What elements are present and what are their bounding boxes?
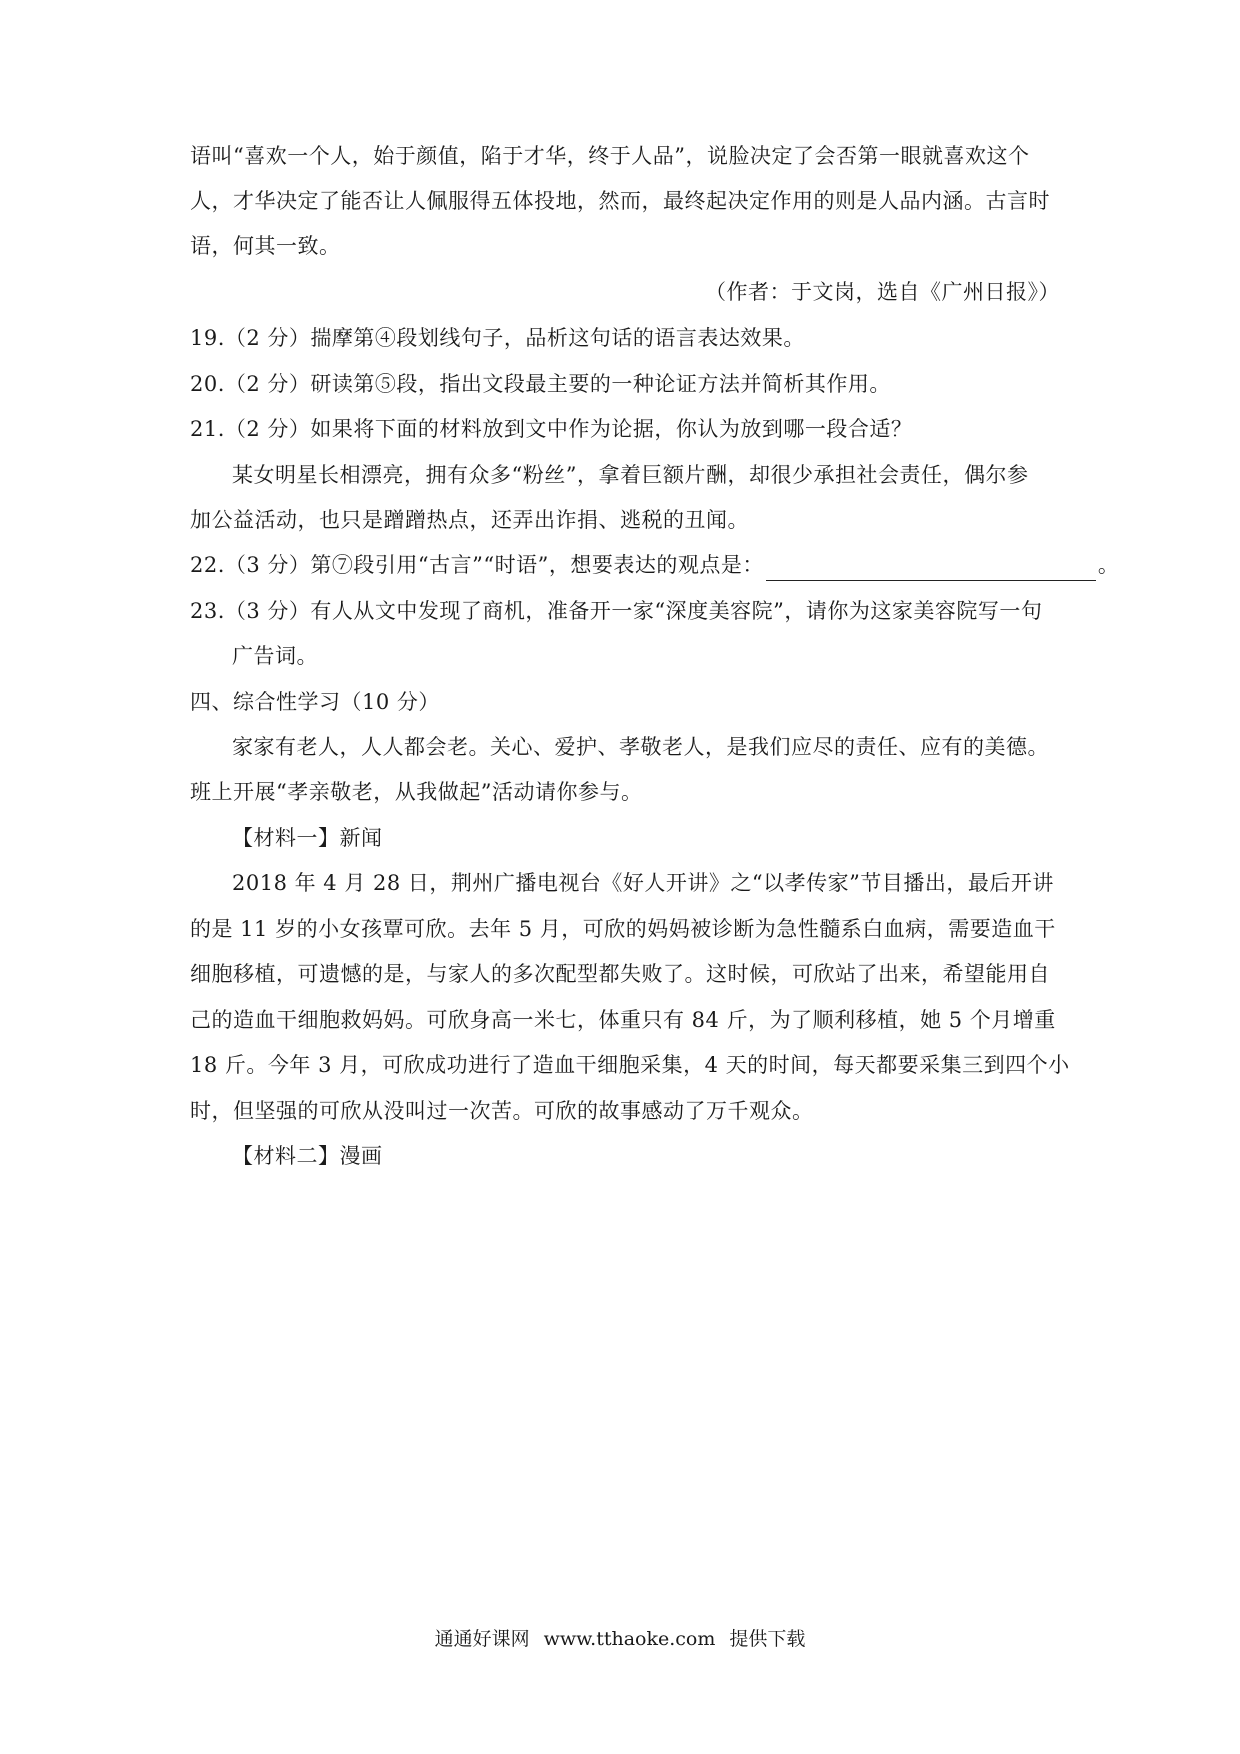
material-1-line-2: 的是 11 岁的小女孩覃可欣。去年 5 月，可欣的妈妈被诊断为急性髓系白血病，需要造血干 [190, 917, 1056, 941]
material-2-title: 【材料二】漫画 [232, 1144, 383, 1168]
question-22 [190, 549, 1120, 581]
section-4-heading: 四、综合性学习（10 分） [190, 690, 440, 714]
page-footer [0, 1625, 1240, 1653]
material-1-line-6: 时，但坚强的可欣从没叫过一次苦。可欣的故事感动了万千观众。 [190, 1099, 814, 1123]
footer-site-name: 通通好课网 [434, 1628, 530, 1650]
material-1-line-1: 2018 年 4 月 28 日，荆州广播电视台《好人开讲》之“以孝传家”节目播出，最后开讲 [232, 871, 1054, 895]
footer-url[interactable]: www.tthaoke.com [543, 1628, 716, 1650]
material-1-line-3: 细胞移植，可遗憾的是，与家人的多次配型都失败了。这时候，可欣站了出来，希望能用自 [190, 962, 1050, 986]
section-4-intro-line-1: 家家有老人，人人都会老。关心、爱护、孝敬老人，是我们应尽的责任、应有的美德。 [232, 735, 1049, 759]
passage-line-3: 语，何其一致。 [190, 234, 341, 258]
material-1-line-5: 18 斤。今年 3 月，可欣成功进行了造血干细胞采集，4 天的时间，每天都要采集三到四个小 [190, 1053, 1070, 1077]
question-23-line-2: 广告词。 [232, 644, 318, 668]
question-23-line-1: 23.（3 分）有人从文中发现了商机，准备开一家“深度美容院”，请你为这家美容院写一句 [190, 599, 1043, 623]
question-20: 20.（2 分）研读第⑤段，指出文段最主要的一种论证方法并简析其作用。 [190, 372, 891, 396]
section-4-intro-line-2: 班上开展“孝亲敬老，从我做起”活动请你参与。 [190, 780, 643, 804]
material-1-title: 【材料一】新闻 [232, 826, 383, 850]
question-21: 21.（2 分）如果将下面的材料放到文中作为论据，你认为放到哪一段合适？ [190, 417, 913, 441]
passage-line-1: 语叫“喜欢一个人，始于颜值，陷于才华，终于人品”，说脸决定了会否第一眼就喜欢这个 [190, 144, 1030, 168]
question-19: 19.（2 分）揣摩第④段划线句子，品析这句话的语言表达效果。 [190, 326, 805, 350]
passage-line-2: 人，才华决定了能否让人佩服得五体投地，然而，最终起决定作用的则是人品内涵。古言时 [190, 189, 1050, 213]
question-21-material-line-2: 加公益活动，也只是蹭蹭热点，还弄出诈捐、逃税的丑闻。 [190, 508, 749, 532]
question-22-prompt: 22.（3 分）第⑦段引用“古言”“时语”，想要表达的观点是： [190, 553, 764, 577]
answer-blank[interactable] [766, 558, 1096, 581]
question-21-material-line-1: 某女明星长相漂亮，拥有众多“粉丝”，拿着巨额片酬，却很少承担社会责任，偶尔参 [232, 463, 1029, 487]
passage-source: （作者：于文岗，选自《广州日报》） [705, 280, 1060, 304]
material-1-line-4: 己的造血干细胞救妈妈。可欣身高一米七，体重只有 84 斤，为了顺利移植，她 5 个月增重 [190, 1008, 1056, 1032]
question-22-end: 。 [1097, 553, 1120, 577]
footer-suffix: 提供下载 [729, 1628, 806, 1650]
